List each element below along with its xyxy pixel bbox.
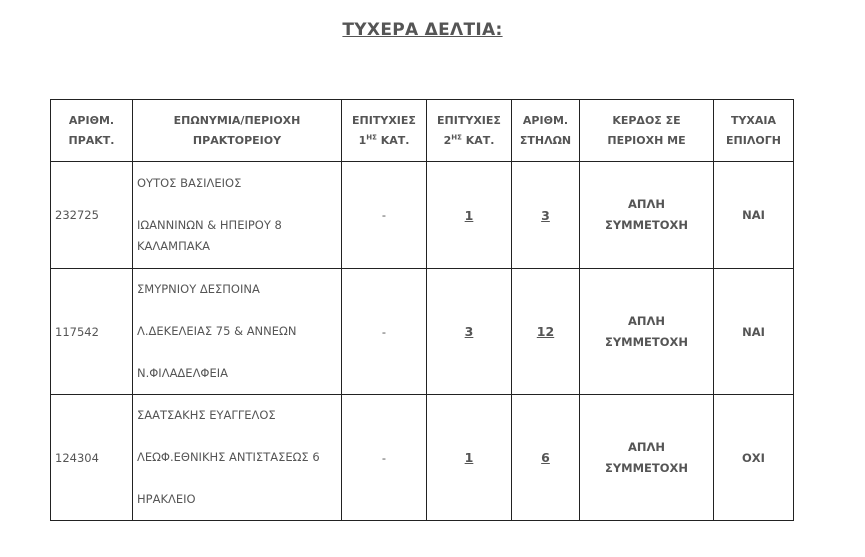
columns-count-link[interactable]: 12: [536, 324, 555, 339]
columns-count-cell: [512, 269, 580, 395]
table-row: [51, 395, 794, 521]
columns-count-cell: [512, 162, 580, 269]
first-category-wins: -: [342, 269, 427, 395]
header-random-pick: ΤΥΧΑΙΑ ΕΠΙΛΟΓΗ: [714, 100, 794, 162]
table-header-row: [51, 100, 794, 162]
agency-code: 124304: [51, 395, 133, 521]
agency-address: ΙΩΑΝΝΙΝΩΝ & ΗΠΕΙΡΟΥ 8: [137, 218, 282, 232]
page-title: ΤΥΧΕΡΑ ΔΕΛΤΙΑ:: [342, 20, 503, 40]
agency-owner: ΟΥΤΟΣ ΒΑΣΙΛΕΙΟΣ: [137, 176, 242, 190]
agency-city: ΚΑΛΑΜΠΑΚΑ: [137, 239, 210, 253]
header-gain: ΚΕΡΔΟΣ ΣΕ ΠΕΡΙΟΧΗ ΜΕ: [580, 100, 714, 162]
second-category-wins-link[interactable]: 1: [464, 450, 474, 465]
agency-details: [133, 395, 342, 521]
gain-area: ΑΠΛΗ ΣΥΜΜΕΤΟΧΗ: [580, 162, 714, 269]
second-category-wins-link[interactable]: 3: [464, 324, 474, 339]
second-category-wins-cell: [427, 395, 512, 521]
first-category-wins: -: [342, 162, 427, 269]
columns-count-link[interactable]: 3: [541, 207, 550, 223]
header-agency-number: ΑΡΙΘΜ. ΠΡΑΚΤ.: [51, 100, 133, 162]
agency-city: Ν.ΦΙΛΑΔΕΛΦΕΙΑ: [137, 366, 229, 380]
agency-owner: ΣΑΑΤΣΑΚΗΣ ΕΥΑΓΓΕΛΟΣ: [137, 408, 276, 422]
table-row: [51, 162, 794, 269]
agency-code: 117542: [51, 269, 133, 395]
agency-city: ΗΡΑΚΛΕΙΟ: [137, 492, 196, 506]
columns-count-cell: [512, 395, 580, 521]
agency-code: 232725: [51, 162, 133, 269]
lucky-tickets-table: [50, 99, 794, 521]
second-category-wins-cell: [427, 269, 512, 395]
agency-details: [133, 269, 342, 395]
agency-details: [133, 162, 342, 269]
agency-owner: ΣΜΥΡΝΙΟΥ ΔΕΣΠΟΙΝΑ: [137, 282, 260, 296]
gain-area: ΑΠΛΗ ΣΥΜΜΕΤΟΧΗ: [580, 269, 714, 395]
header-second-category-wins: ΕΠΙΤΥΧΙΕΣ $2^{H\Sigma}$ ΚΑΤ.: [427, 100, 512, 162]
agency-address: Λ.ΔΕΚΕΛΕΙΑΣ 75 & ΑΝΝΕΩΝ: [137, 324, 297, 338]
second-category-wins-link[interactable]: 1: [464, 207, 474, 223]
header-agency-name: ΕΠΩΝΥΜΙΑ/ΠΕΡΙΟΧΗ ΠΡΑΚΤΟΡΕΙΟΥ: [133, 100, 342, 162]
second-category-wins-cell: [427, 162, 512, 269]
gain-area: ΑΠΛΗ ΣΥΜΜΕΤΟΧΗ: [580, 395, 714, 521]
random-pick: ΟΧΙ: [714, 395, 794, 521]
random-pick: ΝΑΙ: [714, 162, 794, 269]
columns-count-link[interactable]: 6: [541, 450, 550, 465]
table-row: [51, 269, 794, 395]
first-category-wins: -: [342, 395, 427, 521]
header-columns-count: ΑΡΙΘΜ. ΣΤΗΛΩΝ: [512, 100, 580, 162]
header-first-category-wins: ΕΠΙΤΥΧΙΕΣ $1^{H\Sigma}$ ΚΑΤ.: [342, 100, 427, 162]
agency-address: ΛΕΩΦ.ΕΘΝΙΚΗΣ ΑΝΤΙΣΤΑΣΕΩΣ 6: [137, 450, 320, 464]
random-pick: ΝΑΙ: [714, 269, 794, 395]
